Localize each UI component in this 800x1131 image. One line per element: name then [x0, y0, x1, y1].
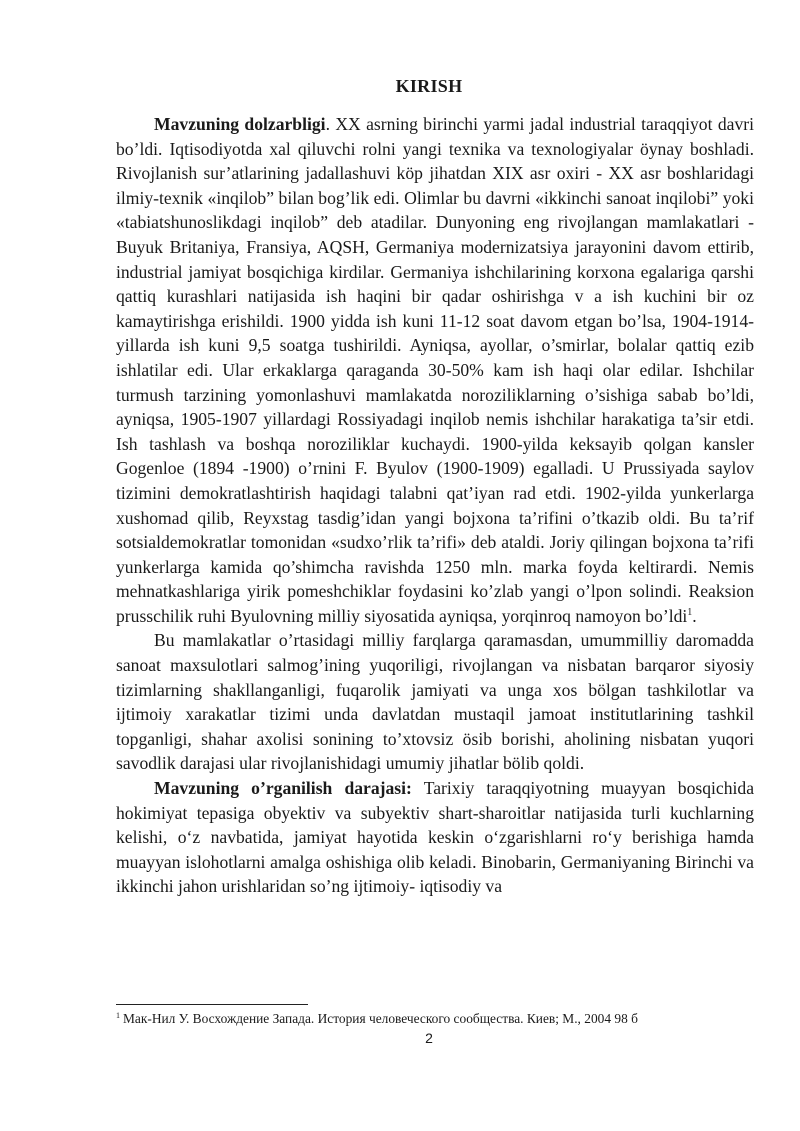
paragraph-end: . [692, 605, 697, 626]
footnote [116, 1011, 756, 1027]
page-number: 2 [425, 1030, 433, 1046]
footnote-mark: 1 [116, 1010, 120, 1020]
page-heading: KIRISH [395, 76, 463, 96]
paragraph-national-differences [116, 628, 754, 776]
paragraph-text: Tarixiy taraqqiyotning muayyan bosqichida hokimiyat tepasiga obyektiv va subyektiv shart-sharoitlar natijasida turli kuchlarning kelishi, o‘z navbatida, jamiyat hayotida keskin o‘zgarishlarni ro‘y berishiga hamda muayyan islohotlarni amalga oshishiga olib keladi. Binobarin, Germaniyaning Birinchi va ikkinchi jahon urishlaridan so’ng ijtimoiy- iqtisodiy va [116, 778, 755, 897]
paragraph-text: . XX asrning birinchi yarmi jadal industrial taraqqiyot davri bo’ldi. Iqtisodiyotda xal qiluvchi rolni yangi texnika va texnologiyalar öynay boshladi. Rivojlanish sur’atlarining jadallashuvi köp jihatdan XIX asr oxiri - XX asr boshlaridagi ilmiy-texnik «inqilob” bilan bog’lik edi. Olimlar bu davrni «ikkinchi sanoat inqilobi” yoki «tabiatshunoslikdagi inqilob” deb atadilar. Dunyoning eng rivojlangan mamlakatlari - Buyuk Britaniya, Fransiya, AQSH, Germaniya modernizatsiya jarayonini davom ettirib, industrial jamiyat bosqichiga kirdilar. Germaniya ishchilarining korxona egalariga qarshi qattiq kurashlari natijasida ish haqini bir qadar oshirishga v a ish kuchini bir oz kamaytirishga erishildi. 1900 yidda ish kuni 11-12 soat davom etgan bo’lsa, 1904-1914-yillarda ish kuni 9,5 soatga tushirildi. Ayniqsa, ayollar, o’smirlar, bolalar qattiq ezib ishlatilar edi. Ular erkaklarga qaraganda 30-50% kam ish haqi olar edilar. Ishchilar turmush tarzining yomonlashuvi mamlakatda noroziliklarning o’sishiga sabab bo’ldi, ayniqsa, 1905-1907 yillardagi Rossiyadagi inqilob nemis ishchilar harakatiga ta’sir etdi. Ish tashlash va boshqa noroziliklar kuchaydi. 1900-yilda keksayib qolgan kansler Gogenloe (1894 -1900) o’rnini F. Byulov (1900-1909) egalladi. U Prussiyada saylov tizimini demokratlashtirish haqidagi talabni qat’iyan rad etdi. 1902-yilda yunkerlarga xushomad qilib, Reyxstag tasdig’idan yangi bojxona ta’rifini o’tkazib oldi. Bu ta’rif sotsialdemokratlar tomonidan «sudxo’rlik ta’rifi» deb ataldi. Joriy qilingan bojxona ta’rifi yunkerlarga kamida qo’shimcha ravishda 1250 mln. marka foyda keltirardi. Nemis mehnatkashlariga yirik pomeshchiklar foydasini ko’zlab yangi o’lpon solindi. Reaksion prusschilik ruhi Byulovning milliy siyosatida ayniqsa, yorqinroq namoyon bo’ldi [116, 114, 755, 626]
body-text [116, 112, 754, 899]
paragraph-lead: Mavzuning dolzarbligi [154, 114, 326, 134]
footnote-reference[interactable]: 1 [687, 607, 693, 619]
paragraph-relevance [116, 112, 754, 628]
paragraph-study-level [116, 776, 754, 899]
footnote-text: Мак-Нил У. Восхождение Запада. История человеческого сообщества. Киев; М., 2004 98 б [123, 1011, 638, 1026]
paragraph-text: Bu mamlakatlar o’rtasidagi milliy farqlarga qaramasdan, umummilliy daromadda sanoat maxsulotlari salmog’ining yuqoriligi, rivojlangan va nisbatan barqaror siyosiy tizimlarning shakllanganligi, fuqarolik jamiyati va unga xos bölgan tashkilotlar va ijtimoiy xarakatlar tizimi unda davlatdan mustaqil jamoat institutlarining tashkil topganligi, shahar axolisi sonining to’xtovsiz ösib borishi, aholining nisbatan yuqori savodlik darajasi ular rivojlanishidagi umumiy jihatlar bölib qoldi. [116, 630, 754, 774]
footnote-separator [116, 1004, 308, 1005]
paragraph-lead: Mavzuning o’rganilish darajasi: [154, 778, 412, 799]
